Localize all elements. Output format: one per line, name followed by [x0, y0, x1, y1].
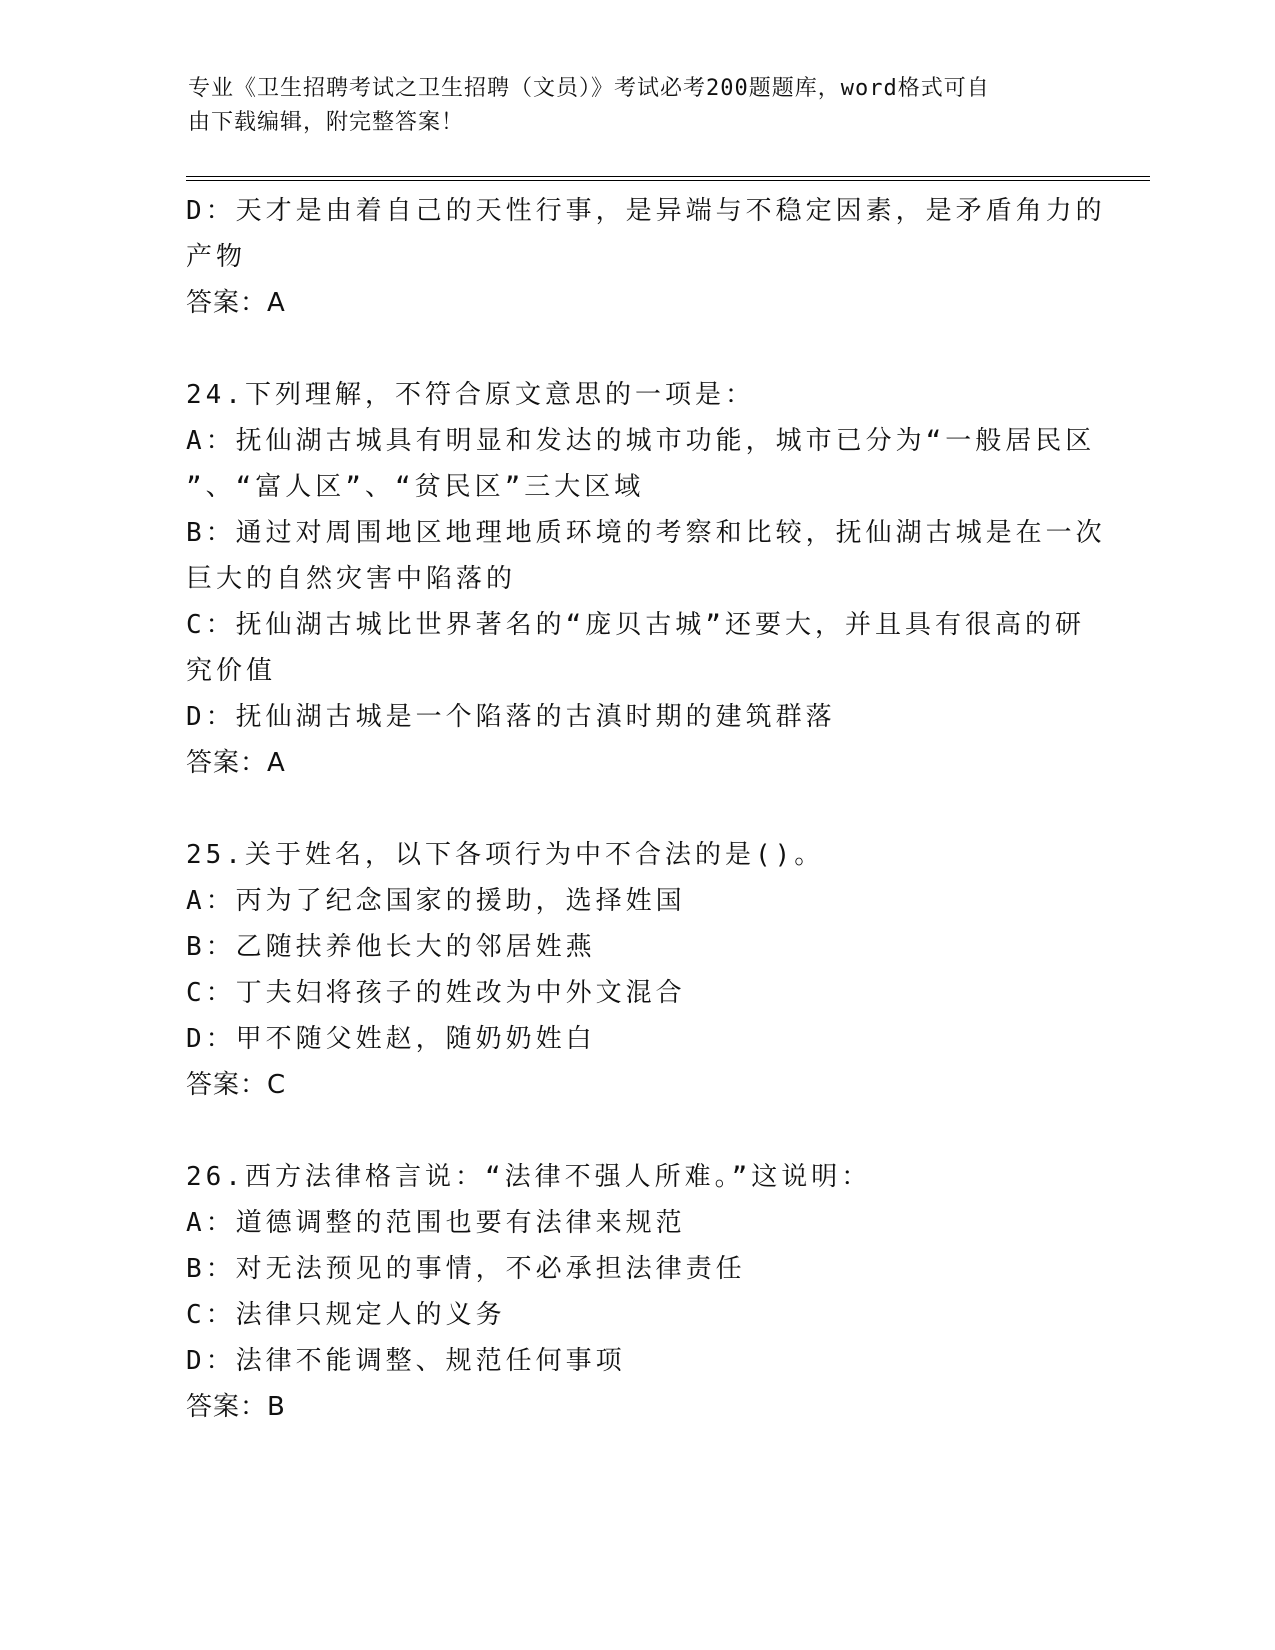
- option-a-continued: ”、“富人区”、“贫民区”三大区域: [186, 472, 645, 502]
- option-b-continued: 巨大的自然灾害中陷落的: [186, 564, 517, 594]
- question-25: [186, 832, 1086, 1108]
- option-a: A：抚仙湖古城具有明显和发达的城市功能，城市已分为“一般居民区: [186, 426, 1096, 456]
- answer: 答案：B: [186, 1392, 286, 1422]
- header-divider-top: [186, 176, 1150, 177]
- option-b: B：通过对周围地区地理地质环境的考察和比较，抚仙湖古城是在一次: [186, 518, 1106, 548]
- option-d: D：抚仙湖古城是一个陷落的古滇时期的建筑群落: [186, 702, 836, 732]
- option-a: A：道德调整的范围也要有法律来规范: [186, 1208, 686, 1238]
- header-line-1: 专业《卫生招聘考试之卫生招聘（文员）》考试必考200题题库，word格式可自: [188, 76, 990, 101]
- answer: 答案：A: [186, 288, 286, 318]
- prev-question: [186, 188, 1106, 326]
- option-d: D：天才是由着自己的天性行事，是异端与不稳定因素，是矛盾角力的: [186, 196, 1106, 226]
- option-d: D：甲不随父姓赵，随奶奶姓白: [186, 1024, 596, 1054]
- document-header: [188, 72, 1068, 140]
- header-line-2: 由下载编辑，附完整答案！: [188, 110, 465, 135]
- option-c-continued: 究价值: [186, 656, 277, 686]
- option-d: D：法律不能调整、规范任何事项: [186, 1346, 626, 1376]
- option-b: B：对无法预见的事情，不必承担法律责任: [186, 1254, 746, 1284]
- question-stem: 25.关于姓名，以下各项行为中不合法的是()。: [186, 840, 825, 870]
- question-list: [186, 188, 1106, 1430]
- question-26: [186, 1154, 1086, 1430]
- question-24: [186, 372, 1106, 786]
- option-c: C：丁夫妇将孩子的姓改为中外文混合: [186, 978, 686, 1008]
- option-c: C：抚仙湖古城比世界著名的“庞贝古城”还要大，并且具有很高的研: [186, 610, 1085, 640]
- answer: 答案：A: [186, 748, 286, 778]
- option-c: C：法律只规定人的义务: [186, 1300, 506, 1330]
- option-d-continued: 产物: [186, 242, 247, 272]
- option-b: B：乙随扶养他长大的邻居姓燕: [186, 932, 596, 962]
- question-stem: 26.西方法律格言说：“法律不强人所难。”这说明：: [186, 1162, 872, 1192]
- header-divider-bottom: [186, 180, 1150, 181]
- answer: 答案：C: [186, 1070, 287, 1100]
- option-a: A：丙为了纪念国家的援助，选择姓国: [186, 886, 686, 916]
- question-stem: 24.下列理解，不符合原文意思的一项是：: [186, 380, 755, 410]
